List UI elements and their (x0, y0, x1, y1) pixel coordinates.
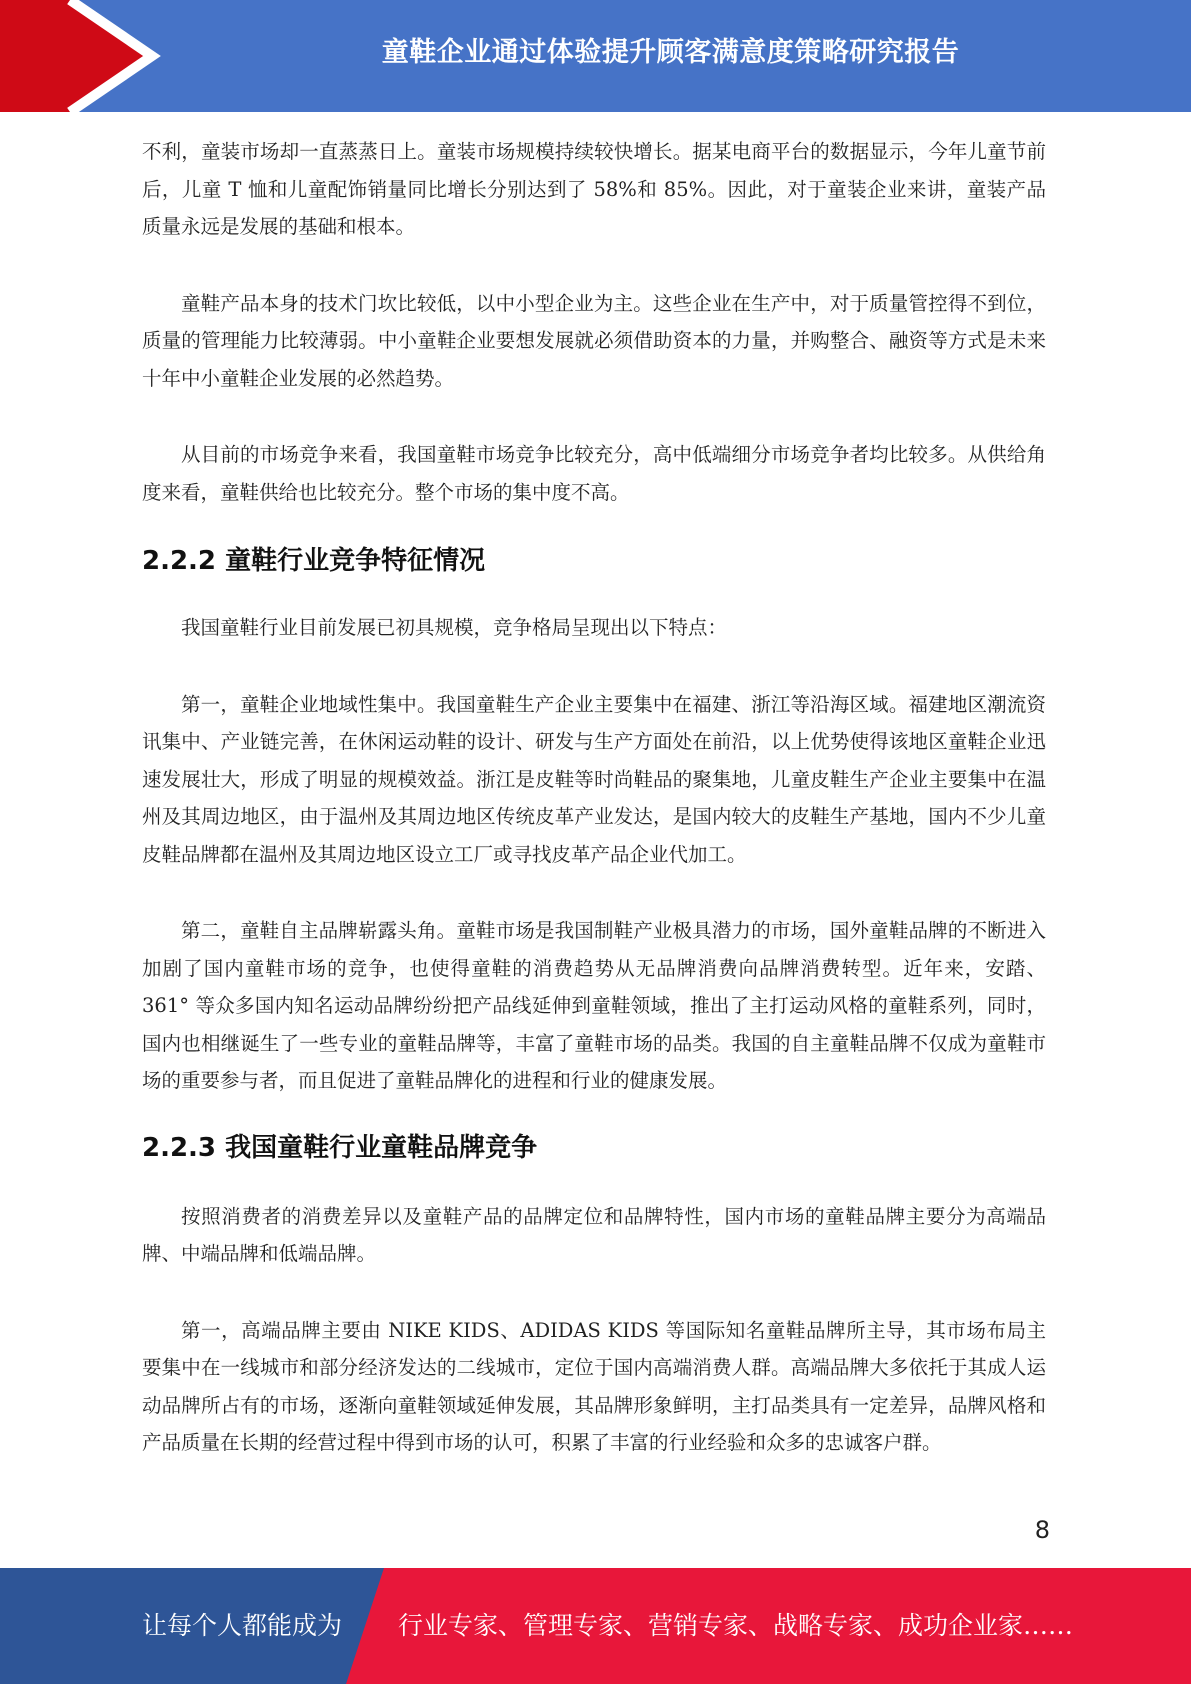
page-content (142, 133, 1046, 1462)
paragraph-8: 第一，高端品牌主要由 NIKE KIDS、ADIDAS KIDS 等国际知名童鞋品牌所主导，其市场布局主要集中在一线城市和部分经济发达的二线城市，定位于国内高端消费人群。高端品牌大多依托于其成人运动品牌所占有的市场，逐渐向童鞋领域延伸发展，其品牌形象鲜明，主打品类具有一定差异，品牌风格和产品质量在长期的经营过程中得到市场的认可，积累了丰富的行业经验和众多的忠诚客户群。 (142, 1318, 1046, 1454)
footer-slogan-right: 行业专家、管理专家、营销专家、战略专家、成功企业家…… (398, 1611, 1074, 1640)
paragraph-3: 从目前的市场竞争来看，我国童鞋市场竞争比较充分，高中低端细分市场竞争者均比较多。从供给角度来看，童鞋供给也比较充分。整个市场的集中度不高。 (142, 443, 1046, 504)
page-number: 8 (1034, 1516, 1050, 1544)
section-heading-2-2-2: 2.2.2 童鞋行业竞争特征情况 (142, 546, 486, 576)
paragraph-5: 第一，童鞋企业地域性集中。我国童鞋生产企业主要集中在福建、浙江等沿海区域。福建地区潮流资讯集中、产业链完善，在休闲运动鞋的设计、研发与生产方面处在前沿，以上优势使得该地区童鞋企业迅速发展壮大，形成了明显的规模效益。浙江是皮鞋等时尚鞋品的聚集地，儿童皮鞋生产企业主要集中在温州及其周边地区，由于温州及其周边地区传统皮革产业发达，是国内较大的皮鞋生产基地，国内不少儿童皮鞋品牌都在温州及其周边地区设立工厂或寻找皮革产品企业代加工。 (142, 692, 1046, 866)
page-header (0, 0, 1191, 112)
paragraph-1: 不利，童装市场却一直蒸蒸日上。童装市场规模持续较快增长。据某电商平台的数据显示，今年儿童节前后，儿童 T 恤和儿童配饰销量同比增长分别达到了 58%和 85%。因此，对于童装企业来讲，童装产品质量永远是发展的基础和根本。 (142, 140, 1046, 238)
section-heading-2-2-3: 2.2.3 我国童鞋行业童鞋品牌竞争 (142, 1132, 538, 1163)
paragraph-6: 第二，童鞋自主品牌崭露头角。童鞋市场是我国制鞋产业极具潜力的市场，国外童鞋品牌的不断进入加剧了国内童鞋市场的竞争，也使得童鞋的消费趋势从无品牌消费向品牌消费转型。近年来，安踏、361° 等众多国内知名运动品牌纷纷把产品线延伸到童鞋领域，推出了主打运动风格的童鞋系列，同时，国内也相继诞生了一些专业的童鞋品牌等，丰富了童鞋市场的品类。我国的自主童鞋品牌不仅成为童鞋市场的重要参与者，而且促进了童鞋品牌化的进程和行业的健康发展。 (142, 919, 1046, 1092)
report-title: 童鞋企业通过体验提升顾客满意度策略研究报告 (381, 37, 960, 68)
footer-slogan-left: 让每个人都能成为 (142, 1611, 343, 1640)
paragraph-2: 童鞋产品本身的技术门坎比较低，以中小型企业为主。这些企业在生产中，对于质量管控得不到位，质量的管理能力比较薄弱。中小童鞋企业要想发展就必须借助资本的力量，并购整合、融资等方式是未来十年中小童鞋企业发展的必然趋势。 (142, 291, 1046, 390)
paragraph-4: 我国童鞋行业目前发展已初具规模，竞争格局呈现出以下特点： (181, 616, 728, 639)
page-footer (0, 1568, 1191, 1684)
paragraph-7: 按照消费者的消费差异以及童鞋产品的品牌定位和品牌特性，国内市场的童鞋品牌主要分为高端品牌、中端品牌和低端品牌。 (142, 1204, 1046, 1265)
